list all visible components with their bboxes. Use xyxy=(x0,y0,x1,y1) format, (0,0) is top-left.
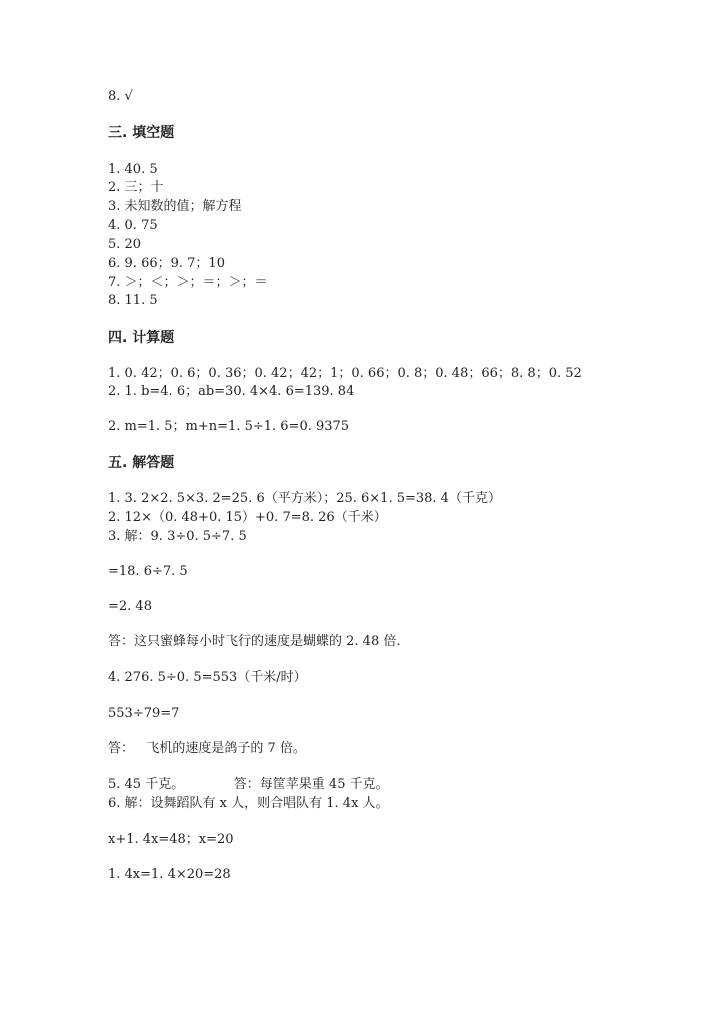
fill-answer-2: 2. 三；十 xyxy=(108,180,164,195)
solve-line-11: 6. 解：设舞蹈队有 x 人，则合唱队有 1. 4x 人。 xyxy=(108,796,389,811)
fill-answer-6: 6. 9. 66；9. 7；10 xyxy=(108,256,225,271)
solve-line-8: 553÷79=7 xyxy=(108,706,180,721)
fill-answer-3: 3. 未知数的值；解方程 xyxy=(108,199,242,214)
calc-answer-1: 1. 0. 42；0. 6；0. 36；0. 42；42；1；0. 66；0. 8；0. 48；66；8. 8；0. 52 xyxy=(108,366,582,381)
fill-answer-1: 1. 40. 5 xyxy=(108,162,158,177)
fill-answer-8: 8. 11. 5 xyxy=(108,293,158,308)
answer-judge-8: 8. √ xyxy=(108,89,133,104)
solve-line-7: 4. 276. 5÷0. 5=553（千米/时） xyxy=(108,670,307,685)
section-5-heading: 五. 解答题 xyxy=(108,455,175,471)
solve-line-12: x+1. 4x=48；x=20 xyxy=(108,832,234,847)
solve-line-3: 3. 解：9. 3÷0. 5÷7. 5 xyxy=(108,529,247,544)
solve-line-6: 答：这只蜜蜂每小时飞行的速度是蝴蝶的 2. 48 倍. xyxy=(108,634,401,649)
solve-line-1: 1. 3. 2×2. 5×3. 2=25. 6（平方米）；25. 6×1. 5=38. 4（千克） xyxy=(108,491,501,506)
solve-line-5: =2. 48 xyxy=(108,599,152,614)
calc-answer-2b: 2. m=1. 5；m+n=1. 5÷1. 6=0. 9375 xyxy=(108,419,350,434)
solve-line-4: =18. 6÷7. 5 xyxy=(108,564,188,579)
section-3-heading: 三. 填空题 xyxy=(108,125,175,141)
fill-answer-4: 4. 0. 75 xyxy=(108,218,158,233)
solve-line-13: 1. 4x=1. 4×20=28 xyxy=(108,867,231,882)
solve-line-2: 2. 12×（0. 48+0. 15）+0. 7=8. 26（千米） xyxy=(108,510,387,525)
solve-line-9: 答： 飞机的速度是鸽子的 7 倍。 xyxy=(108,741,306,756)
section-4-heading: 四. 计算题 xyxy=(108,330,175,346)
calc-answer-2a: 2. 1. b=4. 6；ab=30. 4×4. 6=139. 84 xyxy=(108,384,355,399)
fill-answer-5: 5. 20 xyxy=(108,237,142,252)
solve-line-10: 5. 45 千克。 答：每筐苹果重 45 千克。 xyxy=(108,777,389,792)
fill-answer-7: 7. ＞；＜；＞；＝；＞；＝ xyxy=(108,275,268,290)
